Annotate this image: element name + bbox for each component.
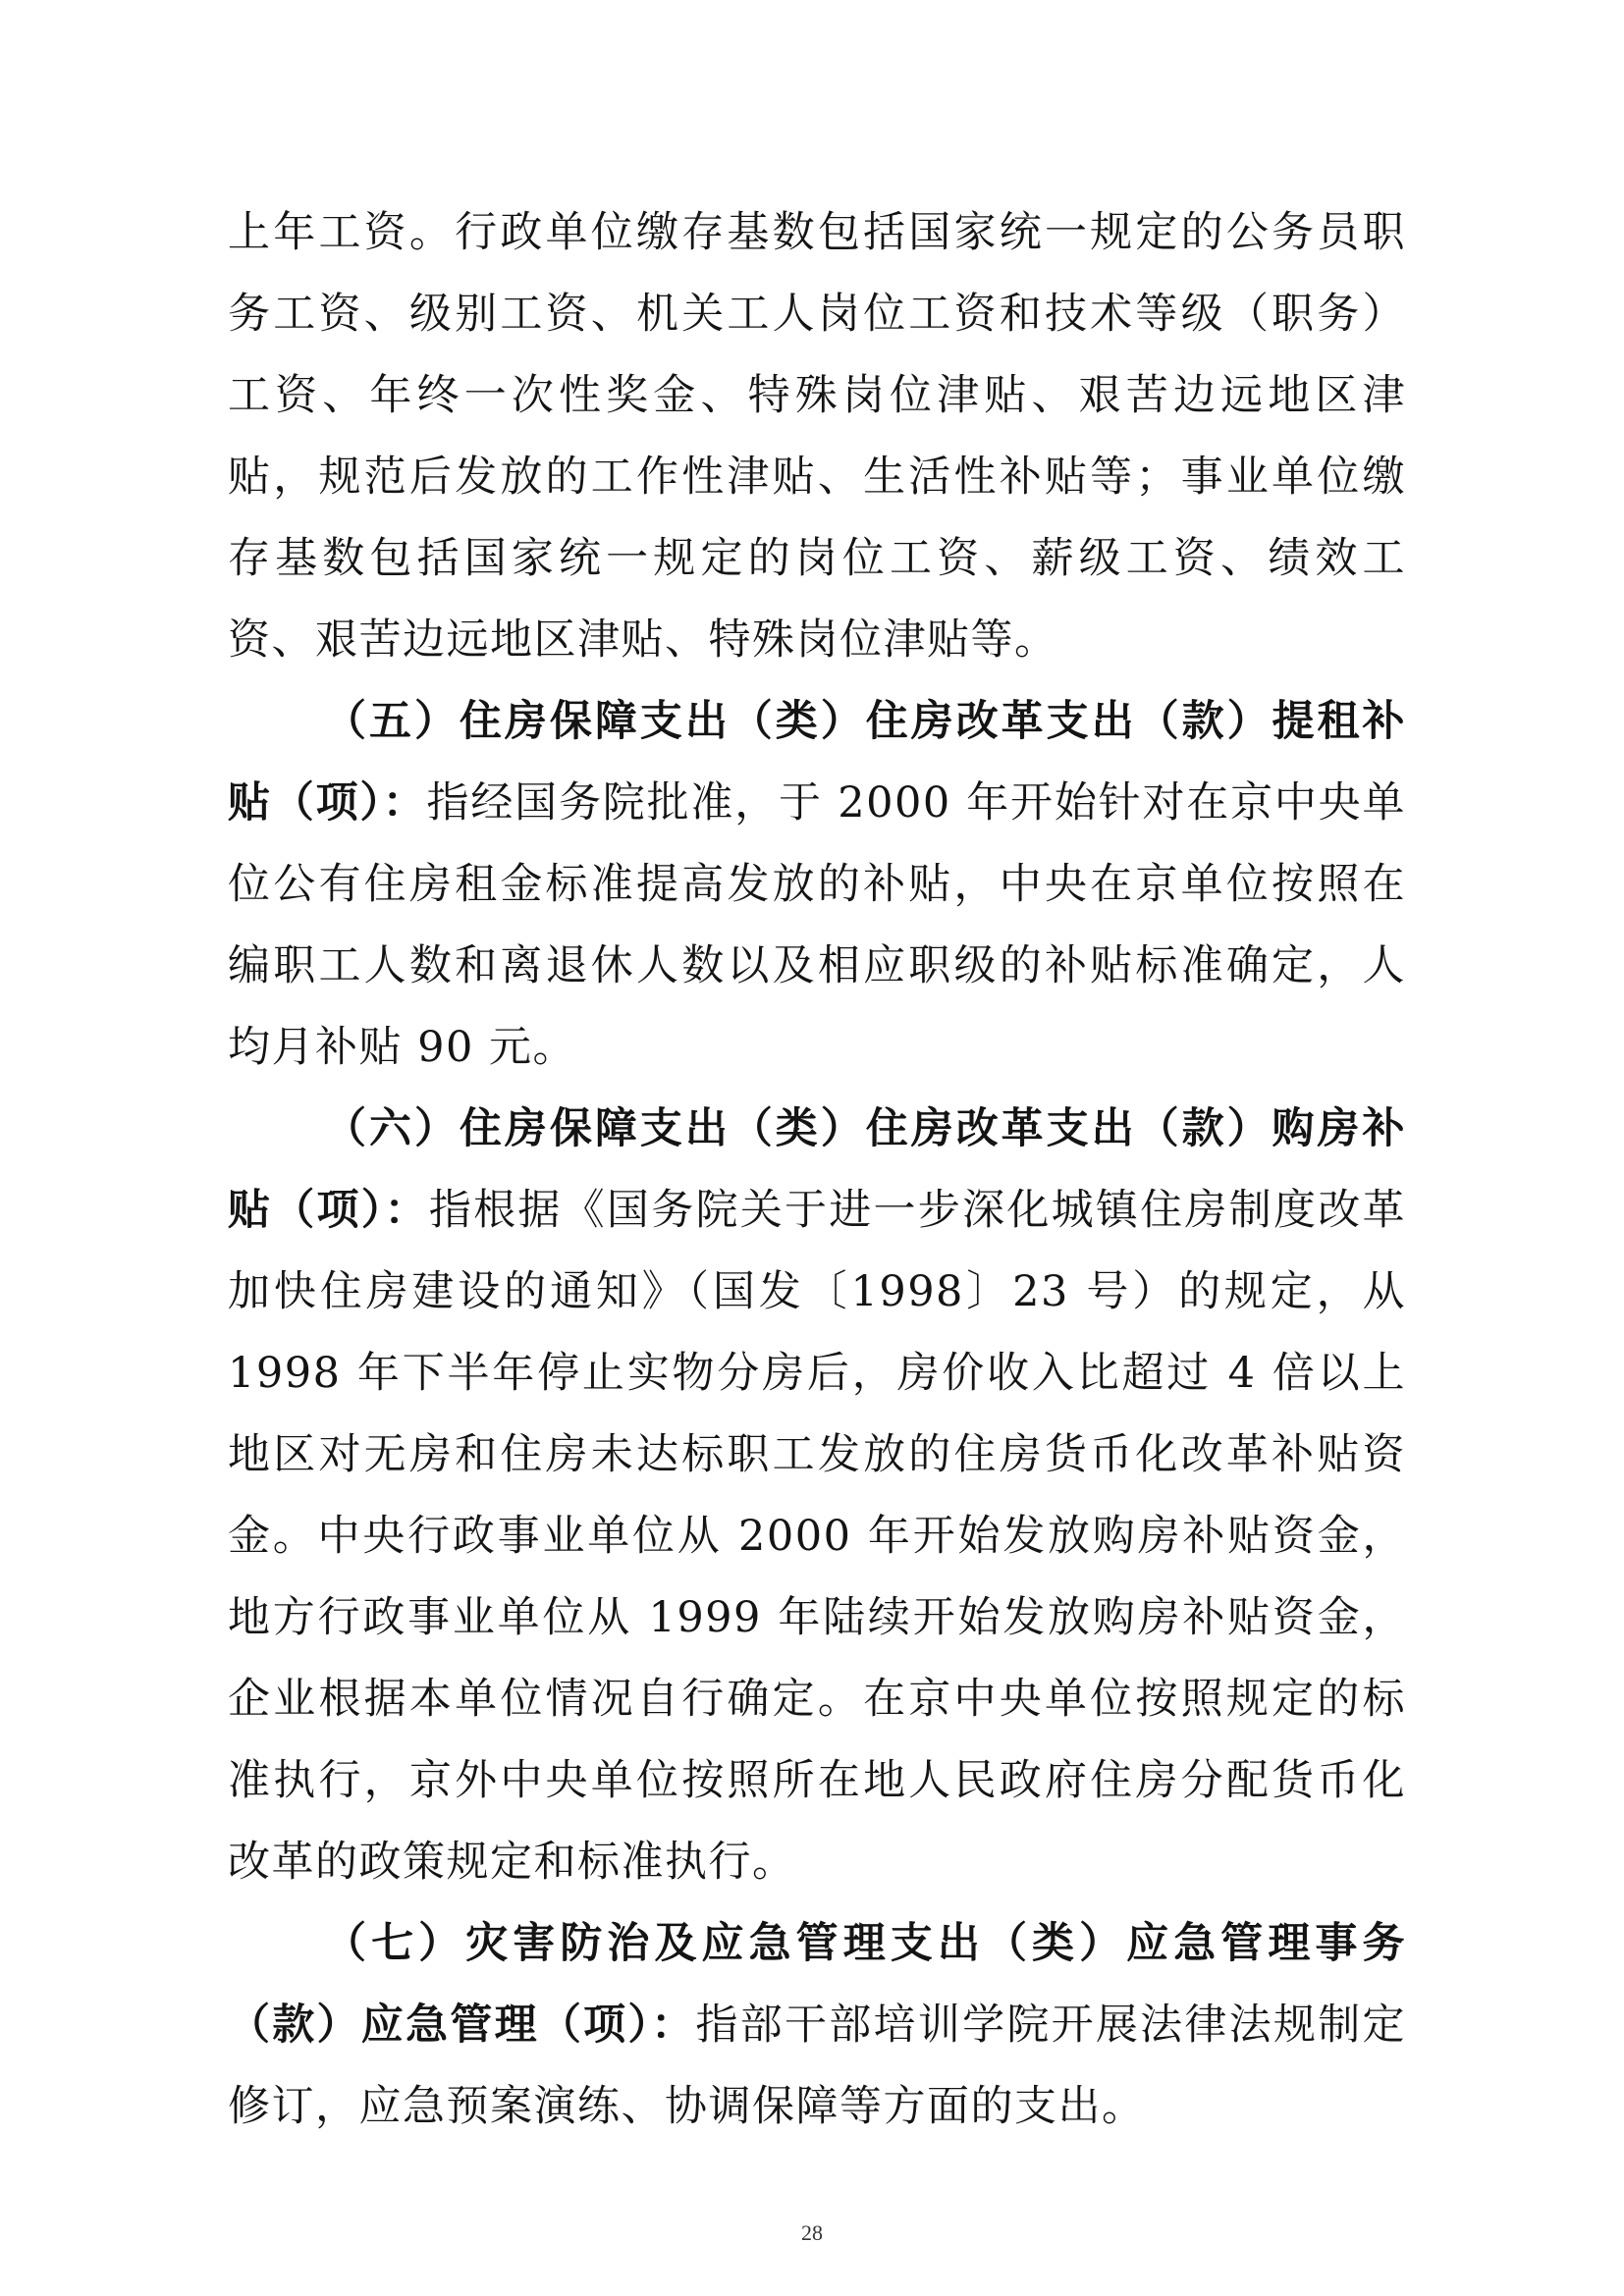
paragraph-housing-purchase-subsidy [228,1089,1406,1903]
section-heading: （六）住房保障支出（类）住房改革支出（款）购房补贴（项）： [228,1104,1406,1235]
paragraph-text: 上年工资。行政单位缴存基数包括国家统一规定的公务员职务工资、级别工资、机关工人岗位工资和技术等级（职务）工资、年终一次性奖金、特殊岗位津贴、艰苦边远地区津贴，规范后发放的工作性津贴、生活性补贴等；事业单位缴存基数包括国家统一规定的岗位工资、薪级工资、绩效工资、艰苦边远地区津贴、特殊岗位津贴等。 [228,208,1406,665]
document-body [228,192,1406,2148]
paragraph-text: 指根据《国务院关于进一步深化城镇住房制度改革加快住房建设的通知》（国发〔1998〕23 号）的规定，从 1998 年下半年停止实物分房后，房价收入比超过 4 倍以上地区对无房和住房未达标职工发放的住房货币化改革补贴资金。中央行政事业单位从 2000 年开始发放购房补贴资金，地方行政事业单位从 1999 年陆续开始发放购房补贴资金，企业根据本单位情况自行确定。在京中央单位按照规定的标准执行，京外中央单位按照所在地人民政府住房分配货币化改革的政策规定和标准执行。 [228,1186,1407,1887]
page-number: 28 [801,2220,823,2245]
paragraph-text: 指经国务院批准，于 2000 年开始针对在京中央单位公有住房租金标准提高发放的补贴，中央在京单位按照在编职工人数和离退休人数以及相应职级的补贴标准确定，人均月补贴 90 元。 [228,778,1406,1072]
paragraph-continuation [228,192,1406,681]
paragraph-text: 指部干部培训学院开展法律法规制定修订，应急预案演练、协调保障等方面的支出。 [228,2001,1407,2131]
section-heading: （五）住房保障支出（类）住房改革支出（款）提租补贴（项）： [228,697,1406,828]
paragraph-rent-subsidy [228,681,1406,1089]
section-heading: （七）灾害防治及应急管理支出（类）应急管理事务（款）应急管理（项）： [228,1919,1406,2050]
paragraph-emergency-management [228,1903,1406,2148]
